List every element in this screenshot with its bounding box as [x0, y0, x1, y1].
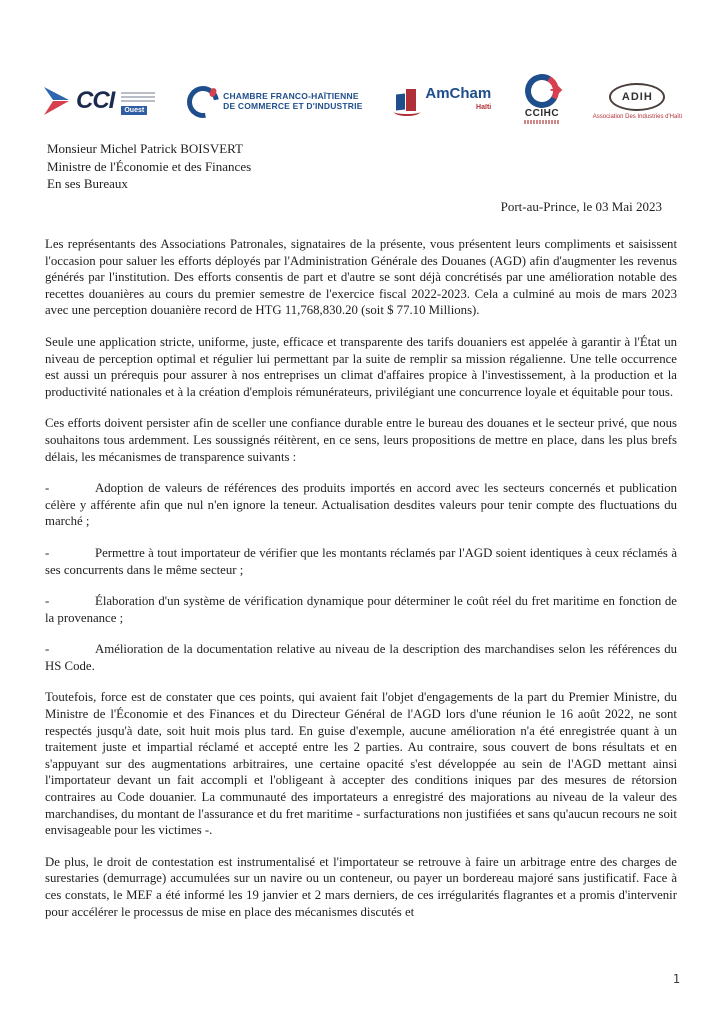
letter-body [45, 236, 677, 935]
dateline: Port-au-Prince, le 03 Mai 2023 [500, 199, 662, 214]
amcham-buildings-icon [394, 86, 420, 116]
cci-logo-side [121, 92, 155, 115]
recipient-block [47, 140, 251, 193]
ccihc-name: CCIHC [524, 107, 560, 119]
bullet-item [45, 641, 677, 674]
cfhci-c-ring [181, 80, 226, 125]
bullet-text: Amélioration de la documentation relative au niveau de la description des marchandises selon les références du HS Code. [45, 642, 677, 673]
cci-tagline-line [121, 96, 155, 98]
recipient-title: Ministre de l'Économie et des Finances [47, 158, 252, 174]
ccihc-logo [523, 73, 561, 124]
bullet-text: Permettre à tout importateur de vérifier que les montants réclamés par l'AGD soient identiques à ceux réclamés à ses concurrents dans le même secteur ; [45, 545, 677, 577]
cfhci-line2: DE COMMERCE ET D'INDUSTRIE [223, 101, 363, 111]
ccihc-caption-strip [524, 120, 560, 124]
paragraph: Les représentants des Associations Patronales, signataires de la présente, vous présentent leurs compliments et saisissent l'occasion pour saluer les efforts déployés par l'Administration Générale des Douanes (AGD) afin d'augmenter les revenus générés par l'institution. Des efforts consentis de part et d'autre se sont déjà concrétisés par une amélioration notable des recettes douanières au cours du premier semestre de l'exercice fiscal 2022-2023. Cela a culminé au mois de mars 2023 avec une perception douanière record de HTG 11,768,830.20 (soit $ 77.10 Millions). [45, 237, 677, 318]
cci-logo-text: CCI [76, 87, 115, 114]
bullet-dash: - [45, 481, 50, 496]
adih-oval-icon [609, 83, 665, 111]
adih-logo [593, 83, 682, 120]
amcham-name: AmCham [425, 85, 492, 102]
adih-name: ADIH [621, 90, 653, 103]
cci-tagline-line [121, 92, 155, 94]
ccihc-arrow-icon [523, 73, 561, 107]
paragraph: Seule une application stricte, uniforme, juste, efficace et transparente des tarifs douaniers est appelée à garantir à l'État un niveau de perception optimal et régulier lui permettant par la suite de remplir sa mission régalienne. Une telle occurrence est aussi un prérequis pour assurer à nos entreprises un climat d'affaires propice à l'investissement, à la production et la productivité nationales et à la création d'emplois rémunérateurs, privilégiant une concurrence loyale et équitable pour tous. [45, 334, 677, 399]
bullet-item [45, 545, 677, 578]
cfhci-wordmark [223, 91, 362, 111]
bullet-item [45, 593, 677, 626]
cfhci-logo [187, 86, 362, 116]
amcham-wordmark [425, 87, 491, 115]
cfhci-circle-icon [187, 86, 217, 116]
bullet-dash: - [45, 594, 50, 609]
bullet-text: Adoption de valeurs de références des produits importés en accord avec les secteurs concernés et publication célère y afférente afin que nul n'en ignore la teneur. Actualisation desdites valeurs pour tenir compte des fluctuations du marché ; [45, 481, 677, 529]
paragraph: De plus, le droit de contestation est instrumentalisé et l'importateur se retrouve à faire un arbitrage entre des charges de surestaries (demurrage) accumulées sur un navire ou un conteneur, ou payer un bordereau majoré sans justificatif. Face à ces constats, le MEF a été informé les 19 janvier et 2 mars derniers, de ces irrégularités flagrantes et a promis d'intervenir pour accélérer le processus de mise en place des mécanismes discutés et [45, 854, 677, 919]
amcham-wave [394, 108, 420, 116]
amcham-country-label: Haïti [476, 104, 492, 111]
bullet-dash: - [45, 642, 50, 657]
ccihc-red-arrow: ➔ [549, 79, 563, 99]
amcham-logo [394, 86, 491, 116]
paragraph: Ces efforts doivent persister afin de sceller une confiance durable entre le bureau des douanes et le secteur privé, que nous souhaitons tous ardemment. Les soussignés réitèrent, en ce sens, leurs propositions de mettre en place, dans les plus brefs délais, les mécanismes de transparence suivants : [45, 416, 677, 464]
cci-tagline-line [121, 100, 155, 102]
recipient-name: Monsieur Michel Patrick BOISVERT [47, 141, 244, 156]
recipient-location: En ses Bureaux [47, 176, 128, 191]
cci-region-label: Ouest [121, 106, 147, 115]
adih-subtitle: Association Des Industries d'Haïti [592, 113, 682, 120]
paragraph: Toutefois, force est de constater que ces points, qui avaient fait l'objet d'engagements de la part du Premier Ministre, du Ministre de l'Économie et des Finances et du Directeur Général de l'AGD lors d'une réunion le 16 août 2022, ne sont respectés jusqu'à date, soit huit mois plus tard. En guise d'exemple, aucune amélioration n'a été enregistrée quant à un traitement juste et impartial réclamé et accepté entre les 2 parties. Au contraire, sous couvert de bons résultats et en s'appuyant sur des augmentations arbitraires, une certaine opacité s'est développée au sein de l'AGD mettant ainsi l'importateur devant un fait accompli et l'obligeant à accepter des conditions iniques par des mesures de rétorsion contraires au Code douanier. La communauté des importateurs a enregistré des majorations au niveau de la valeur des marchandises, du montant de l'assurance et du fret maritime - surfacturations non justifiées et sans qu'aucun recours ne soit envisageable pour les victimes -. [45, 690, 677, 838]
cci-ouest-logo [42, 85, 155, 117]
logo-band [42, 68, 682, 134]
bullet-item [45, 480, 677, 530]
cfhci-line1: CHAMBRE FRANCO-HAÏTIENNE [223, 91, 359, 101]
bullet-text: Élaboration d'un système de vérification dynamique pour déterminer le coût réel du fret maritime en fonction de la provenance ; [45, 594, 677, 625]
page-number: 1 [672, 972, 680, 986]
bullet-dash: - [45, 545, 50, 560]
cci-chevron-icon [42, 85, 72, 117]
